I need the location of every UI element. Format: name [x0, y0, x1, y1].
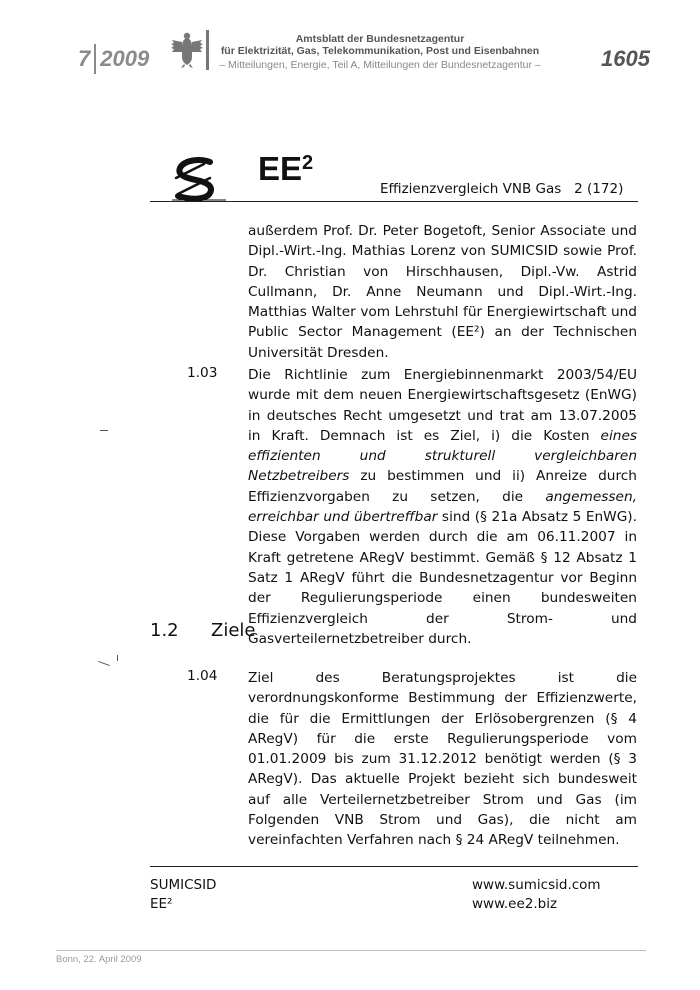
footer-left-line2: EE²	[150, 896, 173, 912]
issue-year: 2009	[100, 46, 150, 71]
paragraph-1-03	[248, 365, 637, 649]
document-header-rule	[150, 201, 638, 202]
gazette-title-line2: für Elektrizität, Gas, Telekommunikation, Post und Eisenbahnen	[220, 45, 540, 57]
paragraph-number: 1.04	[187, 668, 218, 684]
gazette-title	[215, 33, 545, 57]
paragraph-text: sind (§ 21a Absatz 5 EnWG). Diese Vorgaben werden durch die am 06.11.2007 in Kraft getretene ARegV bestimmt. Gemäß § 12 Absatz 1 Satz 1 ARegV führt die Bundesnetzagentur vor Beginn der Regulierungsperiode einen bundesweiten Effizienzvergleich der Strom- und Gasverteilernetzbetreiber durch.	[248, 509, 637, 647]
issue-label	[78, 44, 149, 74]
brand-text: EE	[258, 150, 303, 187]
paragraph-number: 1.03	[187, 365, 218, 381]
page-number: 1605	[601, 46, 650, 71]
scan-artifact	[98, 661, 110, 666]
gazette-title-line1: Amtsblatt der Bundesnetzagentur	[295, 33, 465, 45]
paragraph-1-04: Ziel des Beratungsprojektes ist die verordnungskonforme Bestimmung der Effizienzwerte, die für die Ermittlungen der Erlösobergrenzen (§ 4 ARegV) für die erste Regulierungsperiode vom 01.01.2009 bis zum 31.12.2012 benötigt werden (§ 3 ARegV). Das aktuelle Projekt bezieht sich bundesweit auf alle Verteilernetzbetreiber Strom und Gas (im Folgenden VNB Strom und Gas), die nicht am vereinfachten Verfahren nach § 24 ARegV teilnehmen.	[248, 670, 637, 849]
scan-artifact	[100, 430, 108, 431]
federal-eagle-icon	[170, 30, 204, 68]
footer-link-sumicsid[interactable]: www.sumicsid.com	[472, 877, 601, 893]
page-bottom-rule	[56, 950, 646, 951]
document-footer-rule	[150, 866, 638, 867]
brand-superscript: 2	[302, 152, 314, 174]
paragraph-text: zu bestimmen und ii) Anreize durch Effizienzvorgaben zu setzen, die	[248, 468, 637, 505]
footer-link-ee2[interactable]: www.ee2.biz	[472, 896, 558, 912]
paragraph-text: Die Richtlinie zum Energiebinnenmarkt 2003/54/EU wurde mit dem neuen Energiewirtschaftsgesetz (EnWG) in deutsches Recht umgesetzt und trat am 13.07.2005 in Kraft. Demnach ist es Ziel, i) die Kosten	[248, 367, 637, 444]
footer-left-line1: SUMICSID	[150, 877, 217, 893]
document-title: Effizienzvergleich VNB Gas 2 (172)	[380, 181, 624, 197]
section-heading: Ziele	[211, 620, 256, 641]
gazette-subtitle: – Mitteilungen, Energie, Teil A, Mitteilungen der Bundesnetzagentur –	[219, 59, 541, 71]
issue-divider	[94, 44, 96, 74]
section-number: 1.2	[150, 620, 179, 641]
publication-date: Bonn, 22. April 2009	[56, 954, 142, 965]
brand-title	[258, 150, 313, 188]
header-divider	[206, 30, 209, 70]
emphasis-text: eines effizienten und strukturell vergleichbaren Netzbetreibers	[248, 427, 637, 485]
paragraph-continuation: außerdem Prof. Dr. Peter Bogetoft, Senior Associate und Dipl.-Wirt.-Ing. Mathias Lorenz von SUMICSID sowie Prof. Dr. Christian von Hirschhausen, Dipl.-Vw. Astrid Cullmann, Dr. Anne Neumann und Dipl.-Wirt.-Ing. Matthias Walter vom Lehrstuhl für Energiewirtschaft und Public Sector Management (EE²) an der Technischen Universität Dresden.	[248, 223, 637, 361]
issue-number: 7	[78, 46, 91, 71]
ee2-logo-icon	[170, 156, 232, 202]
emphasis-text: angemessen, erreichbar und übertreffbar	[248, 488, 637, 526]
scan-artifact	[117, 655, 118, 661]
